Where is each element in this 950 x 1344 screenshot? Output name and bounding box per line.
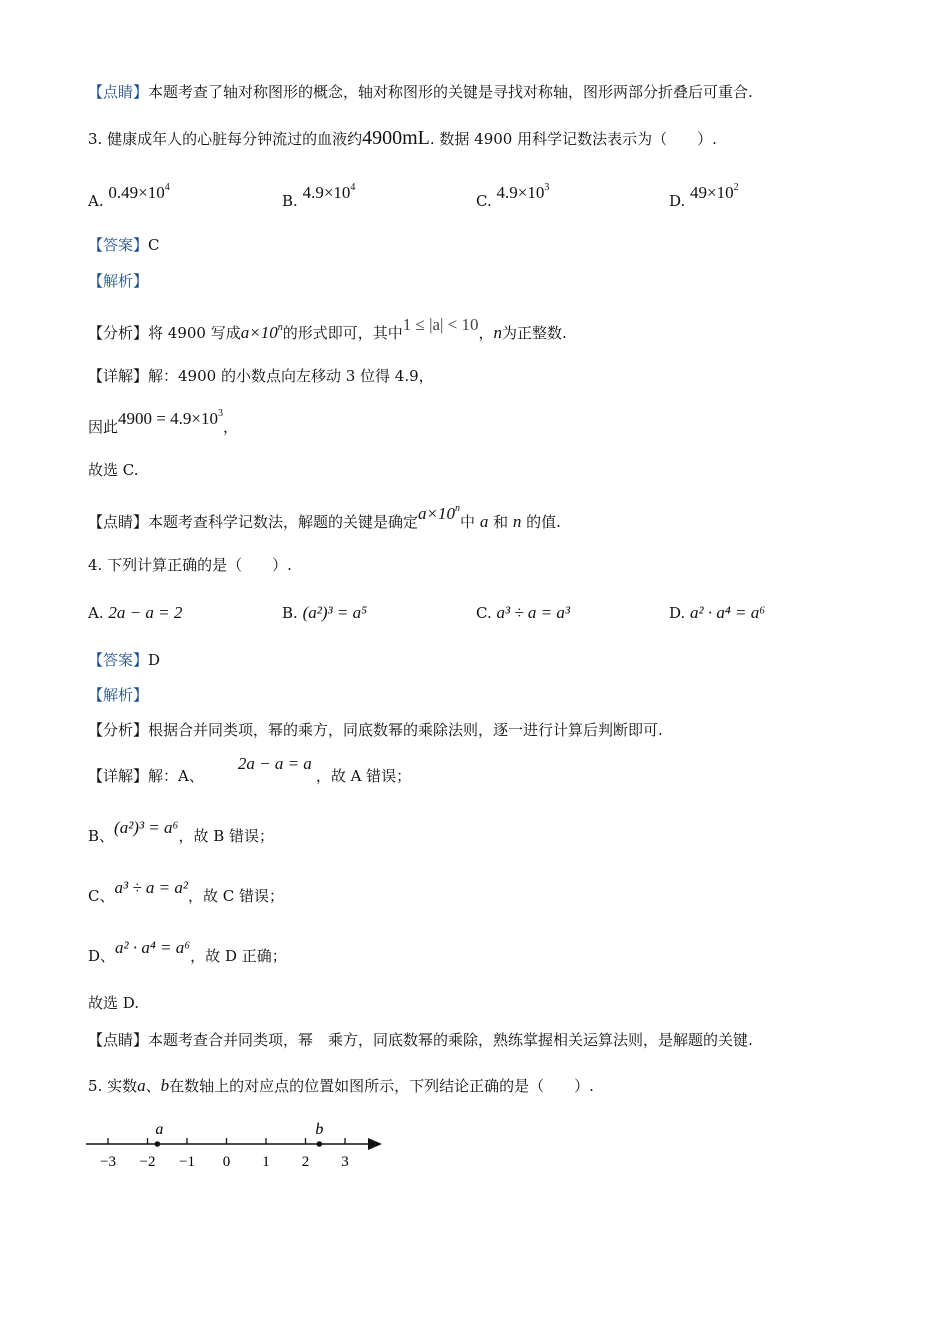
fenxi-tag: 【分析】	[88, 721, 149, 739]
xiangjie-math: (a²)³ = a⁶	[114, 818, 179, 837]
answer-value: C	[148, 236, 160, 254]
xiangjie-end: ，故 B 错误；	[178, 827, 274, 845]
q3-stem	[88, 128, 717, 149]
q4-stem: 4. 下列计算正确的是（ ）.	[88, 556, 292, 574]
answer-tag: 【答案】	[88, 651, 149, 669]
comment-text: 本题考查了轴对称图形的概念，轴对称图形的关键是寻找对称轴，图形两部分折叠后可重合.	[148, 83, 753, 101]
fenxi-math: 1 ≤ |a| < 10	[402, 315, 479, 334]
comment-text: 本题考查合并同类项，幂 乘方，同底数幂的乘除，熟练掌握相关运算法则，是解题的关键.	[148, 1031, 753, 1049]
option-label: A.	[88, 604, 104, 622]
yinci-math: $4900 = 4.9\times 10^3$	[118, 408, 223, 428]
yinci-end: ，	[222, 418, 238, 436]
analysis-tag: 【解析】	[88, 686, 149, 704]
comment-var: a	[479, 512, 489, 531]
yinci-text: 因此	[88, 418, 119, 436]
q3-option-b	[282, 182, 356, 211]
analysis-tag: 【解析】	[88, 272, 149, 290]
q4-fenxi	[88, 720, 663, 740]
option-math: a³ ÷ a = a³	[496, 603, 570, 622]
xiangjie-math: 2a − a = a	[237, 754, 312, 773]
comment-tag: 【点睛】	[88, 513, 149, 531]
fenxi-tag: 【分析】	[88, 324, 149, 342]
axis-arrow	[368, 1138, 382, 1150]
axis-tick-label: −2	[139, 1154, 156, 1170]
xiangjie-end: ，故 A 错误；	[315, 767, 412, 785]
comment-var: n	[512, 512, 522, 531]
axis-tick-label: 1	[262, 1154, 270, 1170]
fenxi-text: 将 4900 写成	[148, 324, 241, 342]
xiangjie-tag: 【详解】	[88, 767, 149, 785]
q3-stem-text: 3. 健康成年人的心脏每分钟流过的血液约	[88, 130, 363, 148]
point-b-label: b	[315, 1121, 324, 1138]
q4-xiangjie-d	[88, 938, 287, 966]
q3-yinci	[88, 408, 238, 437]
q5-stem-text-end: 在数轴上的对应点的位置如图所示，下列结论正确的是（ ）.	[169, 1077, 594, 1095]
q4-comment	[88, 1030, 753, 1050]
axis-tick-label: 3	[341, 1154, 349, 1170]
option-label: B.	[282, 192, 298, 210]
option-label: C.	[476, 604, 492, 622]
q3-option-a	[88, 182, 170, 211]
q4-analysis-tag	[88, 685, 148, 705]
axis-tick-label: 0	[222, 1154, 231, 1170]
q3-option-c	[476, 182, 550, 211]
number-line	[84, 1118, 404, 1178]
answer-tag: 【答案】	[88, 236, 149, 254]
q5-var-b: b	[160, 1076, 170, 1095]
option-math: $4.9\times 10^3$	[496, 182, 550, 202]
q3-option-d	[669, 182, 739, 211]
xiangjie-label: C、	[88, 887, 115, 905]
q4-option-a	[88, 603, 182, 623]
xiangjie-end: ，故 D 正确；	[190, 947, 287, 965]
point-a-dot	[155, 1141, 161, 1147]
xiangjie-end: ，故 C 错误；	[187, 887, 284, 905]
option-label: B.	[282, 604, 298, 622]
q4-option-b	[282, 603, 367, 623]
fenxi-math: $a\times 10^n$	[240, 322, 283, 342]
q3-analysis-tag	[88, 271, 148, 291]
q5-stem-text: 5. 实数	[88, 1077, 138, 1095]
comment-text: 的值.	[526, 513, 561, 531]
point-a-label: a	[155, 1121, 164, 1138]
option-math: $0.49\times 10^4$	[108, 182, 170, 202]
q3-stem-math: 4900mL	[362, 127, 430, 149]
option-math: $49\times 10^2$	[690, 182, 739, 202]
option-label: C.	[476, 192, 492, 210]
answer-value: D	[148, 651, 161, 669]
comment-text: 中	[460, 513, 476, 531]
q3-stem-text-end: . 数据 4900 用科学记数法表示为（ ）.	[429, 130, 717, 148]
fenxi-text: 的形式即可，其中	[282, 324, 403, 342]
q4-xiangjie-a	[88, 754, 412, 786]
xiangjie-text: 解：4900 的小数点向左移动 3 位得 4.9，	[148, 367, 434, 385]
q3-comment	[88, 503, 561, 532]
q4-xiangjie-b	[88, 818, 274, 846]
axis-tick-label: −1	[179, 1154, 195, 1170]
fenxi-text: 根据合并同类项，幂的乘方，同底数幂的乘除法则，逐一进行计算后判断即可.	[148, 721, 663, 739]
comment-text: 本题考查科学记数法，解题的关键是确定	[148, 513, 419, 531]
q2-comment	[88, 82, 753, 102]
option-label: D.	[669, 192, 686, 210]
q5-var-a: a	[137, 1076, 146, 1095]
comment-text: 和	[493, 513, 509, 531]
xiangjie-label: D、	[88, 947, 116, 965]
xiangjie-label: B、	[88, 827, 115, 845]
option-math: $4.9\times 10^4$	[302, 182, 356, 202]
comment-tag: 【点睛】	[88, 1031, 149, 1049]
fenxi-text: ，	[478, 324, 494, 342]
q4-xiangjie-c	[88, 878, 284, 906]
comment-math: $a\times 10^n$	[418, 503, 461, 523]
q4-option-d	[669, 603, 765, 623]
fenxi-var: n	[493, 323, 503, 342]
option-label: D.	[669, 604, 686, 622]
option-label: A.	[88, 192, 104, 210]
q4-answer	[88, 650, 160, 670]
q3-conclude: 故选 C.	[88, 461, 139, 479]
option-math: 2a − a = 2	[108, 603, 183, 622]
comment-tag: 【点睛】	[88, 83, 149, 101]
option-math: a² · a⁴ = a⁶	[690, 603, 766, 622]
axis-tick-label: −3	[100, 1154, 116, 1170]
axis-tick-label: 2	[301, 1154, 310, 1170]
xiangjie-math: a² · a⁴ = a⁶	[115, 938, 191, 957]
q3-fenxi	[88, 315, 567, 343]
xiangjie-label: 解：A、	[148, 767, 204, 785]
xiangjie-tag: 【详解】	[88, 367, 149, 385]
xiangjie-math: a³ ÷ a = a²	[114, 878, 188, 897]
q5-sep: 、	[145, 1077, 161, 1095]
q3-answer	[88, 235, 160, 255]
fenxi-text: 为正整数.	[502, 324, 567, 342]
q4-option-c	[476, 603, 570, 623]
q4-conclude: 故选 D.	[88, 994, 140, 1012]
option-math: (a²)³ = a⁵	[302, 603, 367, 622]
q5-stem	[88, 1076, 594, 1096]
q3-xiangjie	[88, 366, 434, 386]
point-b-dot	[317, 1141, 323, 1147]
